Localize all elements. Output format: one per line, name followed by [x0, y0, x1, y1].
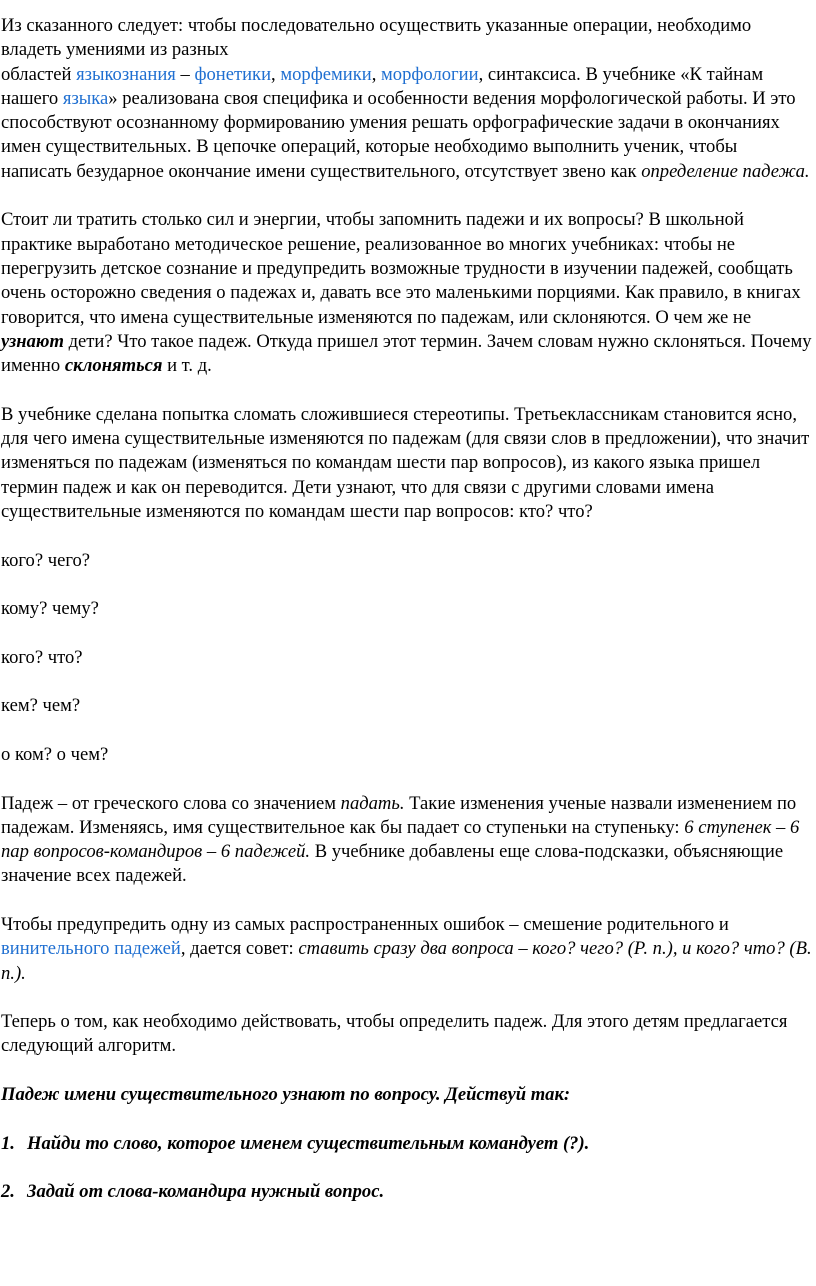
question-pair: кем? чем? [1, 695, 81, 717]
link-language[interactable]: языка [62, 87, 109, 109]
paragraph-4: Падеж – от греческого слова со значением падать. Такие изменения ученые назвали изменением по падежам. Изменяясь, имя существительное как бы падает со ступеньки на ступеньку: 6 ступенек – 6 пар вопросов-командиров – 6 падежей. В учебнике добавлены еще слова-подсказки, объясняющие значение всех падежей. [1, 792, 800, 887]
paragraph-6: Теперь о том, как необходимо действовать, чтобы определить падеж. Для этого детям предлагается следующий алгоритм. [1, 1011, 788, 1057]
algorithm-heading: Падеж имени существительного узнают по вопросу. Действуй так: [1, 1084, 571, 1106]
paragraph-5: Чтобы предупредить одну из самых распространенных ошибок – смешение родительного и винительного падежей, дается совет: ставить сразу два вопроса – кого? чего? (Р. п.), и кого? что? (В. п.). [1, 913, 812, 984]
question-pair: кого? чего? [1, 549, 91, 571]
link-morphology[interactable]: морфологии [381, 63, 479, 85]
link-morphemics[interactable]: морфемики [280, 63, 372, 85]
paragraph-1: Из сказанного следует: чтобы последовательно осуществить указанные операции, необходимо владеть умениями из разных областей языкознания – фонетики, морфемики, морфологии, синтаксиса. В учебнике «К тайнам нашего языка» реализована своя специфика и особенности ведения морфологической работы. И это способствуют осознанному формированию умения решать орфографические задачи в окончаниях имен существительных. В цепочке операций, которые необходимо выполнить ученик, чтобы написать безударное окончание имени существительного, отсутствует звено как определение падежа. [1, 15, 810, 182]
paragraph-3: В учебнике сделана попытка сломать сложившиеся стереотипы. Третьеклассникам становится ясно, для чего имена существительные изменяются по падежам (для связи слов в предложении), что значит изменяться по падежам (изменяться по командам шести пар вопросов), из какого языка пришел термин падеж и как он переводится. Дети узнают, что для связи с другими словами имена существительные изменяются по командам шести пар вопросов: кто? что? [1, 403, 810, 522]
algorithm-steps [1, 1132, 812, 1205]
link-accusative-case[interactable]: винительного падежей [1, 938, 181, 960]
link-phonetics[interactable]: фонетики [194, 63, 272, 85]
algorithm-step: 1. Найди то слово, которое именем существительным командует (?). [1, 1132, 590, 1154]
link-linguistics[interactable]: языкознания [76, 63, 176, 85]
question-pair: кому? чему? [1, 598, 99, 620]
question-pair: кого? что? [1, 646, 83, 668]
paragraph-2: Стоит ли тратить столько сил и энергии, чтобы запомнить падежи и их вопросы? В школьной практике выработано методическое решение, реализованное во многих учебниках: чтобы не перегрузить детское сознание и предупредить возможные трудности в изучении падежей, сообщать очень осторожно сведения о падежах и, давать все это маленькими порциями. Как правило, в книгах говорится, что имена существительные изменяются по падежам, или склоняются. О чем же не узнают дети? Что такое падеж. Откуда пришел этот термин. Зачем словам нужно склоняться. Почему именно склоняться и т. д. [1, 209, 812, 377]
algorithm-step: 2. Задай от слова-командира нужный вопрос. [1, 1181, 385, 1203]
question-pair: о ком? о чем? [1, 743, 109, 765]
